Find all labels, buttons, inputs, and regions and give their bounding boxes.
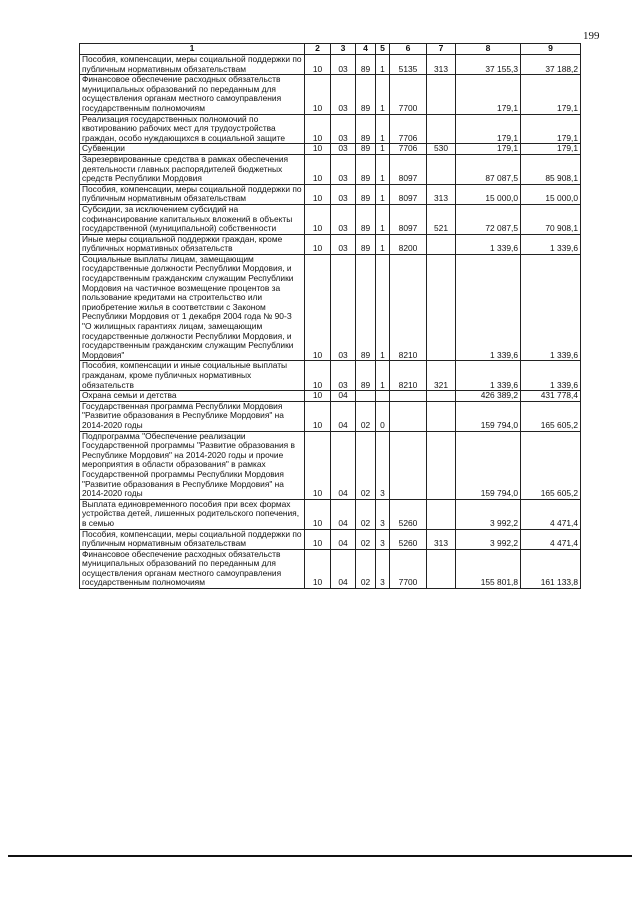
table-row — [80, 391, 581, 402]
cell-amount-1: 72 087,5 — [456, 204, 521, 234]
cell-amount-2: 85 908,1 — [521, 154, 581, 184]
cell-subprogram: 1 — [376, 55, 390, 75]
table-row — [80, 234, 581, 254]
row-name: Социальные выплаты лицам, замещающим государственные должности Республики Мордовия, и государственным гражданским служащим Республики Мордовия на частичное возмещение процентов за пользование кредитами на строительство или приобретение жилья в соответствии с Законом Республики Мордовия от 1 декабря 2004 года № 90-З "О жилищных гарантиях лицам, замещающим государственные должности Республики Мордовия, и государственным гражданским служащим Республики Мордовия" — [80, 254, 305, 361]
row-name: Иные меры социальной поддержки граждан, кроме публичных нормативных обязательств — [80, 234, 305, 254]
cell-amount-1: 426 389,2 — [456, 391, 521, 402]
cell-amount-1: 37 155,3 — [456, 55, 521, 75]
cell-amount-1: 1 339,6 — [456, 254, 521, 361]
cell-subsection: 04 — [331, 401, 356, 431]
cell-amount-1: 1 339,6 — [456, 361, 521, 391]
cell-expense-type — [427, 75, 456, 114]
footer-divider — [8, 855, 632, 857]
cell-subprogram: 1 — [376, 184, 390, 204]
cell-amount-1: 87 087,5 — [456, 154, 521, 184]
row-name: Финансовое обеспечение расходных обязательств муниципальных образований по переданным для осуществления органам местного самоуправления государственным полномочиям — [80, 75, 305, 114]
cell-amount-2: 165 605,2 — [521, 401, 581, 431]
cell-direction: 5135 — [390, 55, 427, 75]
cell-amount-1: 159 794,0 — [456, 401, 521, 431]
cell-subprogram: 1 — [376, 204, 390, 234]
cell-amount-2: 70 908,1 — [521, 204, 581, 234]
cell-direction: 8210 — [390, 254, 427, 361]
page-number: 199 — [583, 30, 600, 42]
cell-subprogram: 3 — [376, 529, 390, 549]
cell-section: 10 — [305, 75, 331, 114]
cell-program: 89 — [356, 154, 376, 184]
column-header: 2 — [305, 44, 331, 55]
cell-amount-1: 1 339,6 — [456, 234, 521, 254]
cell-expense-type — [427, 391, 456, 402]
cell-section: 10 — [305, 431, 331, 499]
table-row — [80, 431, 581, 499]
row-name: Субвенции — [80, 144, 305, 155]
cell-subprogram: 1 — [376, 144, 390, 155]
cell-direction: 5260 — [390, 529, 427, 549]
row-name: Финансовое обеспечение расходных обязательств муниципальных образований по переданным для осуществления органам местного самоуправления государственным полномочиям — [80, 549, 305, 588]
cell-section: 10 — [305, 499, 331, 529]
table-row — [80, 144, 581, 155]
cell-program — [356, 391, 376, 402]
cell-expense-type — [427, 499, 456, 529]
table-row — [80, 499, 581, 529]
cell-subprogram: 3 — [376, 431, 390, 499]
cell-subsection: 03 — [331, 254, 356, 361]
cell-amount-2: 4 471,4 — [521, 499, 581, 529]
table-row — [80, 55, 581, 75]
row-name: Зарезервированные средства в рамках обеспечения деятельности главных распорядителей бюджетных средств Республики Мордовия — [80, 154, 305, 184]
column-header: 4 — [356, 44, 376, 55]
cell-amount-1: 179,1 — [456, 114, 521, 144]
cell-program: 89 — [356, 204, 376, 234]
cell-subsection: 03 — [331, 361, 356, 391]
cell-subprogram: 1 — [376, 234, 390, 254]
row-name: Подпрограмма "Обеспечение реализации Государственной программы "Развитие образования в Республике Мордовия" на 2014-2020 годы и прочие мероприятия в области образования" в рамках Государственной программы Республики Мордовия "Развитие образования в Республике Мордовия" на 2014-2020 годы — [80, 431, 305, 499]
cell-expense-type: 313 — [427, 529, 456, 549]
row-name: Пособия, компенсации, меры социальной поддержки по публичным нормативным обязательствам — [80, 55, 305, 75]
cell-amount-1: 155 801,8 — [456, 549, 521, 588]
cell-subsection: 04 — [331, 391, 356, 402]
cell-program: 89 — [356, 234, 376, 254]
cell-section: 10 — [305, 361, 331, 391]
cell-expense-type — [427, 234, 456, 254]
cell-subprogram: 1 — [376, 114, 390, 144]
cell-program: 89 — [356, 184, 376, 204]
cell-expense-type — [427, 401, 456, 431]
row-name: Субсидии, за исключением субсидий на софинансирование капитальных вложений в объекты государственной (муниципальной) собственности — [80, 204, 305, 234]
cell-section: 10 — [305, 154, 331, 184]
cell-amount-2: 15 000,0 — [521, 184, 581, 204]
cell-subsection: 03 — [331, 55, 356, 75]
cell-program: 02 — [356, 499, 376, 529]
cell-section: 10 — [305, 184, 331, 204]
cell-amount-2: 1 339,6 — [521, 234, 581, 254]
cell-program: 89 — [356, 75, 376, 114]
cell-amount-1: 3 992,2 — [456, 499, 521, 529]
cell-section: 10 — [305, 114, 331, 144]
cell-subsection: 04 — [331, 529, 356, 549]
cell-section: 10 — [305, 254, 331, 361]
cell-expense-type — [427, 114, 456, 144]
column-header: 5 — [376, 44, 390, 55]
table-row — [80, 154, 581, 184]
cell-subsection: 03 — [331, 75, 356, 114]
row-name: Реализация государственных полномочий по квотированию рабочих мест для трудоустройства граждан, особо нуждающихся в социальной защите — [80, 114, 305, 144]
cell-direction: 8097 — [390, 204, 427, 234]
cell-section: 10 — [305, 144, 331, 155]
cell-program: 89 — [356, 361, 376, 391]
table-row — [80, 549, 581, 588]
row-name: Охрана семьи и детства — [80, 391, 305, 402]
table-row — [80, 361, 581, 391]
cell-amount-1: 15 000,0 — [456, 184, 521, 204]
cell-direction: 8210 — [390, 361, 427, 391]
row-name: Выплата единовременного пособия при всех формах устройства детей, лишенных родительского попечения, в семью — [80, 499, 305, 529]
cell-expense-type: 313 — [427, 55, 456, 75]
cell-section: 10 — [305, 549, 331, 588]
column-header: 8 — [456, 44, 521, 55]
cell-program: 02 — [356, 431, 376, 499]
cell-program: 02 — [356, 401, 376, 431]
cell-expense-type — [427, 154, 456, 184]
cell-section: 10 — [305, 401, 331, 431]
cell-direction: 7706 — [390, 144, 427, 155]
cell-subsection: 03 — [331, 114, 356, 144]
cell-subsection: 03 — [331, 204, 356, 234]
cell-amount-2: 37 188,2 — [521, 55, 581, 75]
cell-subsection: 03 — [331, 234, 356, 254]
cell-section: 10 — [305, 529, 331, 549]
cell-direction — [390, 401, 427, 431]
cell-direction — [390, 431, 427, 499]
cell-amount-2: 179,1 — [521, 114, 581, 144]
column-header: 6 — [390, 44, 427, 55]
table-row — [80, 204, 581, 234]
cell-subprogram — [376, 391, 390, 402]
table-row — [80, 75, 581, 114]
column-header: 1 — [80, 44, 305, 55]
cell-expense-type: 521 — [427, 204, 456, 234]
cell-program: 02 — [356, 549, 376, 588]
cell-subprogram: 3 — [376, 549, 390, 588]
cell-direction: 8097 — [390, 154, 427, 184]
cell-subsection: 04 — [331, 499, 356, 529]
cell-subsection: 04 — [331, 431, 356, 499]
cell-expense-type: 530 — [427, 144, 456, 155]
cell-section: 10 — [305, 55, 331, 75]
cell-section: 10 — [305, 391, 331, 402]
cell-program: 89 — [356, 144, 376, 155]
column-header: 9 — [521, 44, 581, 55]
cell-amount-2: 4 471,4 — [521, 529, 581, 549]
cell-section: 10 — [305, 234, 331, 254]
cell-amount-1: 179,1 — [456, 144, 521, 155]
cell-amount-1: 3 992,2 — [456, 529, 521, 549]
cell-expense-type: 321 — [427, 361, 456, 391]
budget-table — [79, 43, 581, 589]
cell-direction: 8200 — [390, 234, 427, 254]
cell-expense-type — [427, 254, 456, 361]
cell-expense-type — [427, 431, 456, 499]
cell-subsection: 03 — [331, 184, 356, 204]
cell-amount-2: 1 339,6 — [521, 254, 581, 361]
table-row — [80, 184, 581, 204]
cell-subsection: 03 — [331, 144, 356, 155]
column-header: 7 — [427, 44, 456, 55]
cell-direction — [390, 391, 427, 402]
cell-subsection: 03 — [331, 154, 356, 184]
cell-direction: 7706 — [390, 114, 427, 144]
row-name: Пособия, компенсации, меры социальной поддержки по публичным нормативным обязательствам — [80, 529, 305, 549]
cell-program: 89 — [356, 114, 376, 144]
row-name: Пособия, компенсации и иные социальные выплаты гражданам, кроме публичных нормативных обязательств — [80, 361, 305, 391]
column-header: 3 — [331, 44, 356, 55]
table-row — [80, 401, 581, 431]
cell-expense-type: 313 — [427, 184, 456, 204]
cell-amount-2: 161 133,8 — [521, 549, 581, 588]
cell-program: 89 — [356, 254, 376, 361]
cell-subprogram: 1 — [376, 75, 390, 114]
cell-direction: 7700 — [390, 549, 427, 588]
cell-direction: 8097 — [390, 184, 427, 204]
cell-direction: 7700 — [390, 75, 427, 114]
cell-program: 89 — [356, 55, 376, 75]
cell-expense-type — [427, 549, 456, 588]
table-header-row — [80, 44, 581, 55]
cell-direction: 5260 — [390, 499, 427, 529]
cell-subprogram: 3 — [376, 499, 390, 529]
cell-section: 10 — [305, 204, 331, 234]
row-name: Государственная программа Республики Мордовия "Развитие образования в Республике Мордовия" на 2014-2020 годы — [80, 401, 305, 431]
cell-amount-1: 179,1 — [456, 75, 521, 114]
table-row — [80, 114, 581, 144]
cell-amount-2: 179,1 — [521, 75, 581, 114]
cell-subprogram: 1 — [376, 254, 390, 361]
cell-amount-2: 165 605,2 — [521, 431, 581, 499]
cell-subprogram: 1 — [376, 361, 390, 391]
cell-amount-2: 179,1 — [521, 144, 581, 155]
cell-subprogram: 0 — [376, 401, 390, 431]
cell-amount-1: 159 794,0 — [456, 431, 521, 499]
cell-subprogram: 1 — [376, 154, 390, 184]
cell-subsection: 04 — [331, 549, 356, 588]
cell-amount-2: 1 339,6 — [521, 361, 581, 391]
table-row — [80, 529, 581, 549]
table-row — [80, 254, 581, 361]
cell-program: 02 — [356, 529, 376, 549]
cell-amount-2: 431 778,4 — [521, 391, 581, 402]
row-name: Пособия, компенсации, меры социальной поддержки по публичным нормативным обязательствам — [80, 184, 305, 204]
